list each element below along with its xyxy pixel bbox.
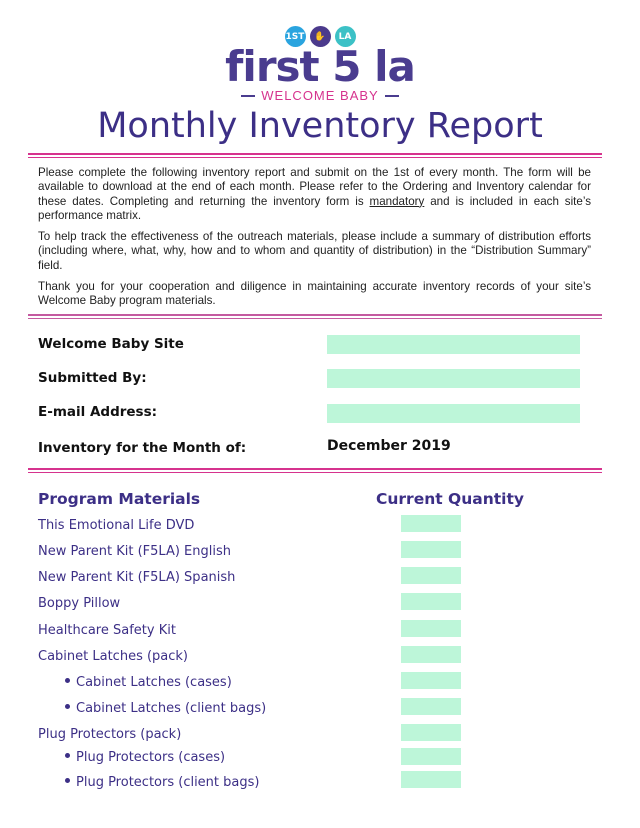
mandatory-link: mandatory [369, 194, 425, 208]
month-value[interactable]: December 2019 [327, 438, 451, 454]
intro-text-end: and is included in each site’s performance matrix. [38, 194, 591, 222]
sub-item [65, 675, 232, 690]
quantity-input[interactable] [401, 620, 461, 637]
submitted-by-input[interactable] [327, 369, 580, 388]
item-label: Plug Protectors (cases) [76, 750, 226, 765]
item-label: Healthcare Safety Kit [38, 623, 176, 638]
current-quantity-header: Current Quantity [376, 490, 524, 508]
bullet-icon [65, 678, 70, 683]
item-label: Cabinet Latches (client bags) [76, 701, 267, 716]
first-badge: 1ST [285, 26, 306, 47]
email-input[interactable] [327, 404, 580, 423]
intro-paragraph-1 [38, 166, 591, 223]
item-label: Boppy Pillow [38, 596, 121, 611]
quantity-input[interactable] [401, 593, 461, 610]
bullet-icon [65, 704, 70, 709]
item-label: New Parent Kit (F5LA) Spanish [38, 570, 236, 585]
divider-top [28, 153, 602, 158]
quantity-input[interactable] [401, 567, 461, 584]
logo-name: first 5 la [225, 42, 415, 91]
item-label: Cabinet Latches (pack) [38, 649, 189, 664]
quantity-input[interactable] [401, 672, 461, 689]
page-title: Monthly Inventory Report [97, 106, 543, 146]
submitted-by-label: Submitted By: [38, 370, 147, 386]
quantity-input[interactable] [401, 515, 461, 532]
divider-middle [28, 314, 602, 319]
item-label: Plug Protectors (pack) [38, 727, 182, 742]
sub-item [65, 701, 266, 716]
sub-item [65, 750, 225, 765]
month-label: Inventory for the Month of: [38, 440, 247, 456]
sub-item [65, 775, 259, 790]
intro-paragraph-2: To help track the effectiveness of the outreach materials, please include a summary of distribution efforts (including where, what, why, how and to whom and quantity of distribution) in the “Distribution Summary” field. [38, 230, 591, 272]
hand-icon: ✋ [310, 26, 331, 47]
tagline-text: WELCOME BABY [261, 88, 379, 103]
quantity-input[interactable] [401, 698, 461, 715]
item-label: This Emotional Life DVD [38, 518, 195, 533]
item-label: Plug Protectors (client bags) [76, 775, 260, 790]
tagline-dash-left [241, 95, 255, 97]
bullet-icon [65, 778, 70, 783]
quantity-input[interactable] [401, 748, 461, 765]
tagline-dash-right [385, 95, 399, 97]
intro-text: Please complete the following inventory report and submit on the 1st of every month. The form will be available to download at the end of each month. Please refer to the Ordering and Inventory calendar for these dates. Completing and returning the inventory form is [38, 166, 591, 208]
intro-paragraph-3: Thank you for your cooperation and diligence in maintaining accurate inventory records of your site’s Welcome Baby program materials. [38, 280, 591, 308]
logo-tagline [0, 88, 640, 103]
site-input[interactable] [327, 335, 580, 354]
bullet-icon [65, 753, 70, 758]
item-label: Cabinet Latches (cases) [76, 675, 232, 690]
divider-bottom [28, 468, 602, 473]
quantity-input[interactable] [401, 771, 461, 788]
program-materials-header: Program Materials [38, 490, 201, 508]
quantity-input[interactable] [401, 541, 461, 558]
quantity-input[interactable] [401, 724, 461, 741]
item-label: New Parent Kit (F5LA) English [38, 544, 232, 559]
email-label: E-mail Address: [38, 404, 158, 420]
quantity-input[interactable] [401, 646, 461, 663]
la-badge: LA [335, 26, 356, 47]
site-label: Welcome Baby Site [38, 336, 184, 352]
